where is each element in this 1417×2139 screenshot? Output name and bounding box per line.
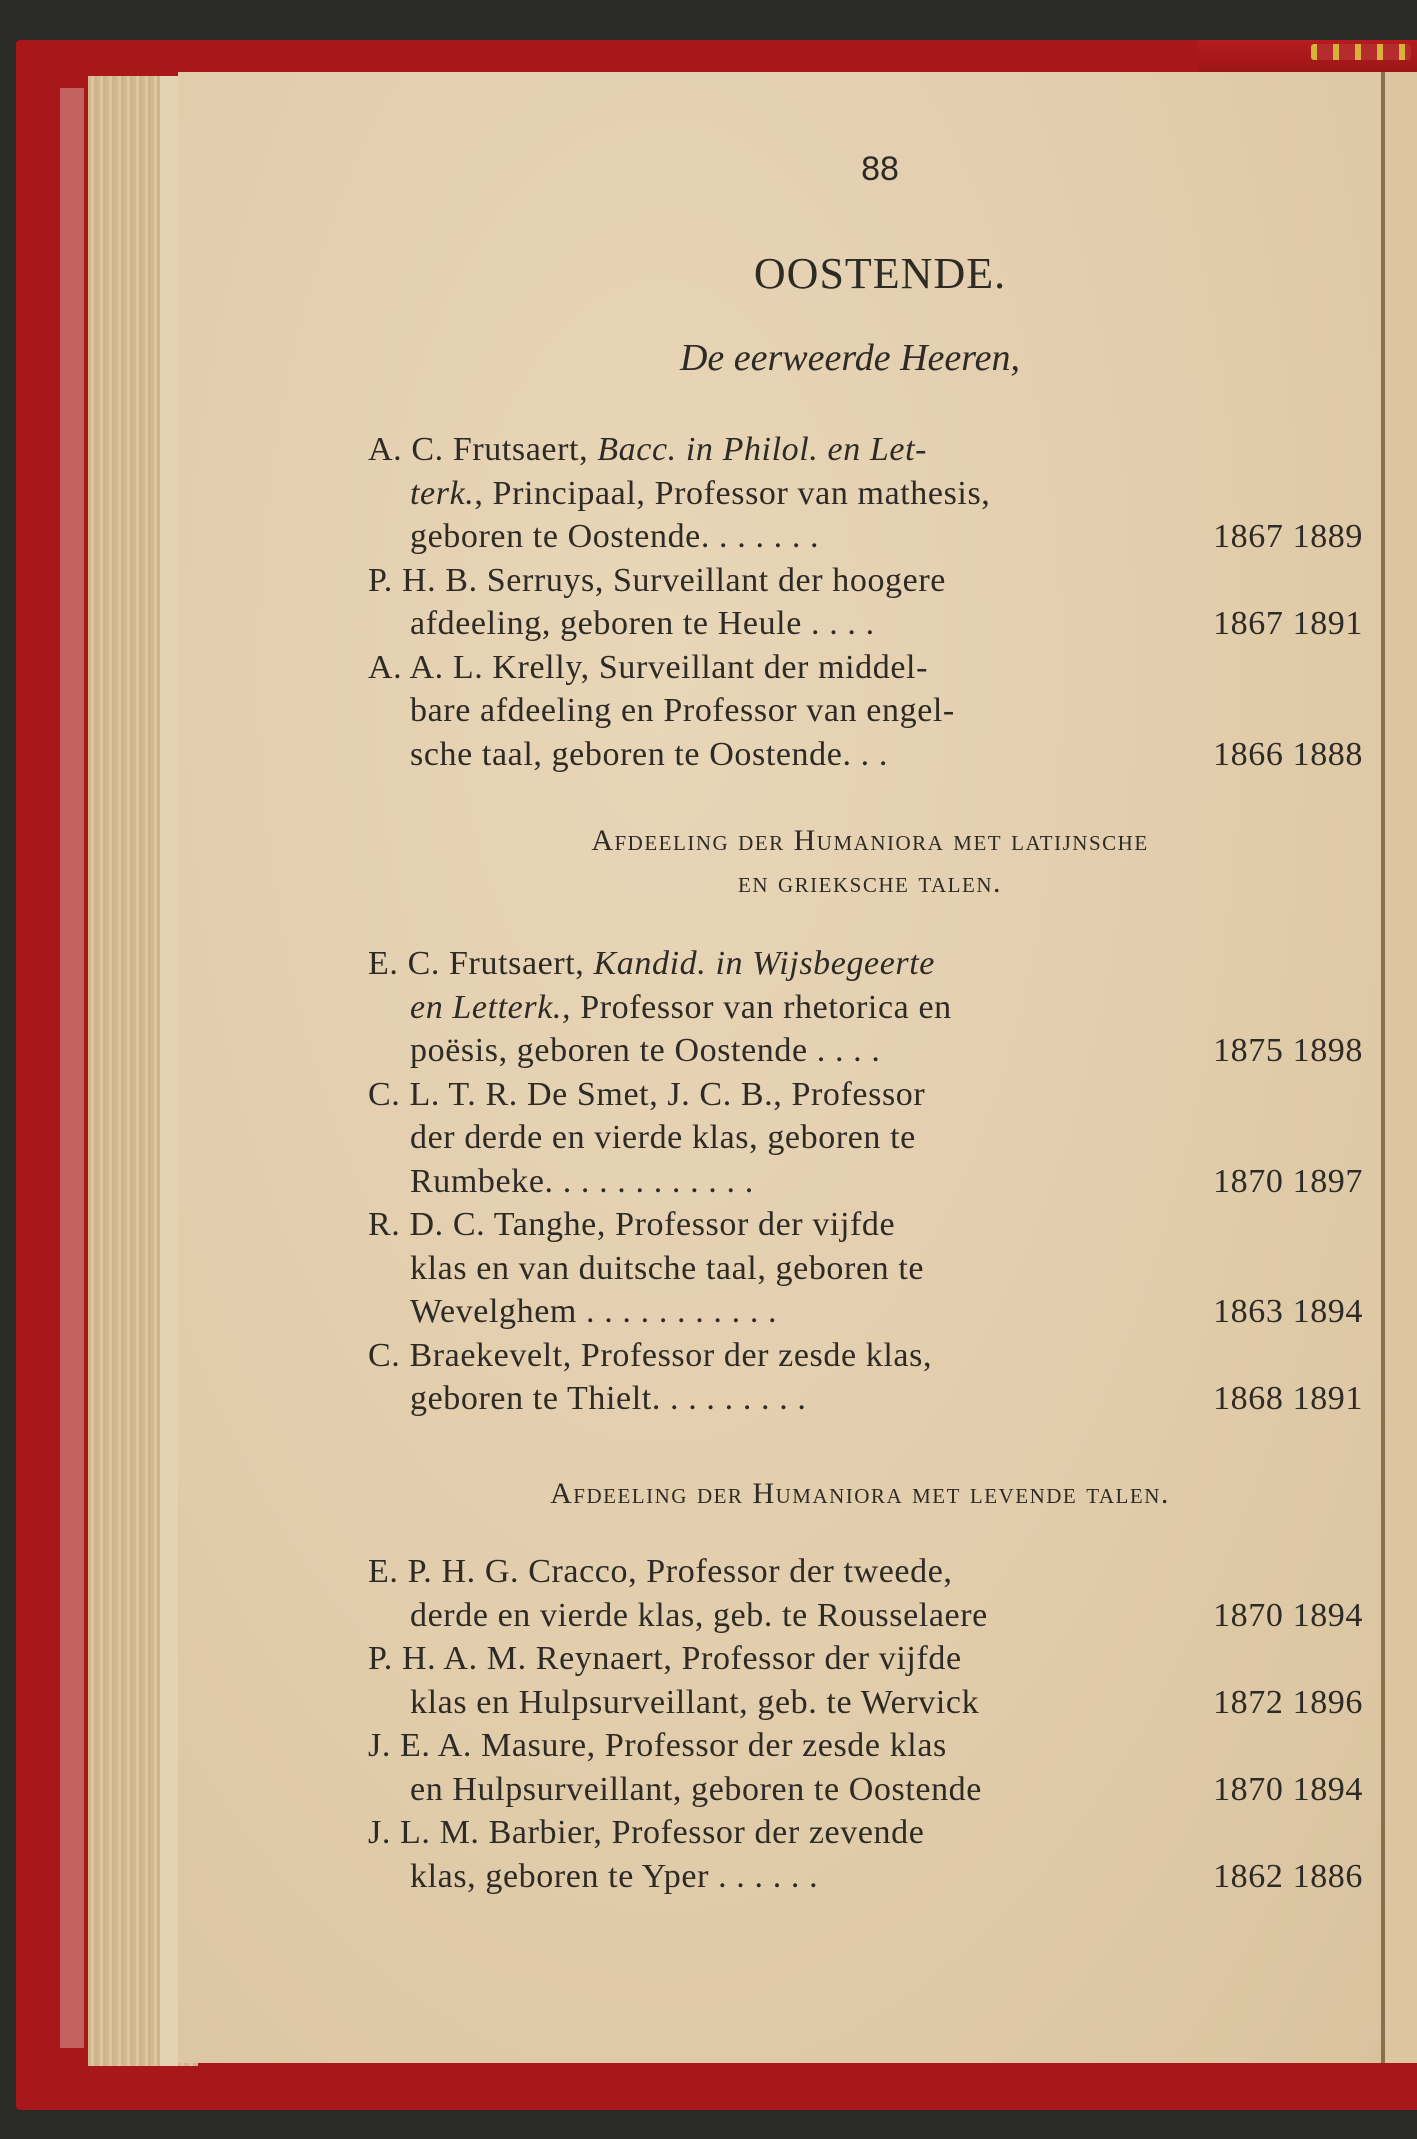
- entry-text: klas en van duitsche taal, geboren te: [410, 1249, 925, 1287]
- entry-degree-cont: en Letterk.,: [410, 988, 572, 1026]
- list-item: [368, 1550, 1363, 1637]
- entry-text: sche taal, geboren te Oostende. . .: [410, 735, 888, 773]
- page-number: 88: [861, 150, 899, 188]
- entry-text: derde en vierde klas, geb. te Rousselaere: [410, 1596, 988, 1634]
- entry-text: geboren te Thielt. . . . . . . . .: [410, 1380, 807, 1417]
- entry-degree: Kandid. in Wijsbegeerte: [593, 945, 935, 982]
- entry-text: Wevelghem . . . . . . . . . . .: [410, 1293, 778, 1330]
- entry-years: 1872 1896: [1213, 1683, 1363, 1721]
- list-item: [368, 1073, 1363, 1204]
- section-heading-latin-greek: [370, 820, 1370, 904]
- list-item: [368, 942, 1363, 1073]
- entry-years: 1870 1894: [1213, 1770, 1363, 1808]
- entry-years: 1868 1891: [1213, 1380, 1363, 1417]
- entry-text: geboren te Oostende. . . . . . .: [410, 518, 820, 555]
- list-item: [368, 559, 1363, 646]
- entry-years: 1870 1894: [1213, 1596, 1363, 1634]
- entry-years: 1867 1891: [1213, 605, 1363, 642]
- entry-text: P. H. B. Serruys, Surveillant der hoogere: [368, 561, 946, 599]
- entry-name: E. C. Frutsaert,: [368, 945, 594, 982]
- entry-text: A. A. L. Krelly, Surveillant der middel-: [368, 648, 929, 686]
- entry-degree-cont: terk.: [410, 474, 475, 512]
- staff-list: [368, 428, 1363, 776]
- entry-text: E. P. H. G. Cracco, Professor der tweede,: [368, 1553, 953, 1590]
- page-subtitle: De eerweerde Heeren,: [679, 337, 1021, 379]
- entry-text: , Principaal, Professor van mathesis,: [474, 474, 991, 512]
- entry-years: 1863 1894: [1213, 1293, 1363, 1330]
- list-item: [368, 1637, 1363, 1724]
- section-heading-line: Afdeeling der Humaniora met latijnsche: [591, 824, 1149, 857]
- list-item: [368, 1203, 1363, 1334]
- entry-text: afdeeling, geboren te Heule . . . .: [410, 605, 875, 642]
- list-item: [368, 1724, 1363, 1811]
- entry-years: 1875 1898: [1213, 1032, 1363, 1069]
- latin-greek-staff-list: [368, 942, 1363, 1421]
- section-heading-line: en grieksche talen.: [738, 866, 1002, 899]
- list-item: [368, 428, 1363, 559]
- entry-text: Rumbeke. . . . . . . . . . . .: [410, 1162, 754, 1200]
- entry-text: C. L. T. R. De Smet, J. C. B., Professor: [368, 1075, 926, 1113]
- entry-degree: Bacc. in Philol. en Let-: [597, 431, 928, 468]
- entry-years: 1870 1897: [1213, 1162, 1363, 1200]
- entry-text: P. H. A. M. Reynaert, Professor der vijfde: [368, 1640, 962, 1677]
- entry-text: J. L. M. Barbier, Professor der zevende: [368, 1814, 925, 1851]
- entry-text: klas, geboren te Yper . . . . . .: [410, 1857, 819, 1895]
- entry-text: bare afdeeling en Professor van engel-: [410, 692, 955, 729]
- entry-text: R. D. C. Tanghe, Professor der vijfde: [368, 1206, 896, 1243]
- list-item: [368, 1334, 1363, 1421]
- entry-years: 1867 1889: [1213, 518, 1363, 555]
- section-heading-modern-languages: [360, 1473, 1360, 1515]
- modern-languages-staff-list: [368, 1550, 1363, 1898]
- entry-text: Professor van rhetorica en: [571, 988, 952, 1026]
- section-heading-line: Afdeeling der Humaniora met levende talen.: [550, 1477, 1170, 1510]
- list-item: [368, 1811, 1363, 1898]
- entry-text: klas en Hulpsurveillant, geb. te Wervick: [410, 1683, 980, 1721]
- entry-name: A. C. Frutsaert,: [368, 431, 598, 468]
- entry-text: en Hulpsurveillant, geboren te Oostende: [410, 1770, 982, 1808]
- entry-text: J. E. A. Masure, Professor der zesde klas: [368, 1727, 947, 1764]
- entry-years: 1866 1888: [1213, 735, 1363, 773]
- entry-text: der derde en vierde klas, geboren te: [410, 1119, 916, 1156]
- entry-years: 1862 1886: [1213, 1857, 1363, 1895]
- entry-text: C. Braekevelt, Professor der zesde klas,: [368, 1336, 933, 1374]
- entry-text: poësis, geboren te Oostende . . . .: [410, 1032, 881, 1069]
- page-title: OOSTENDE.: [753, 249, 1007, 298]
- list-item: [368, 646, 1363, 777]
